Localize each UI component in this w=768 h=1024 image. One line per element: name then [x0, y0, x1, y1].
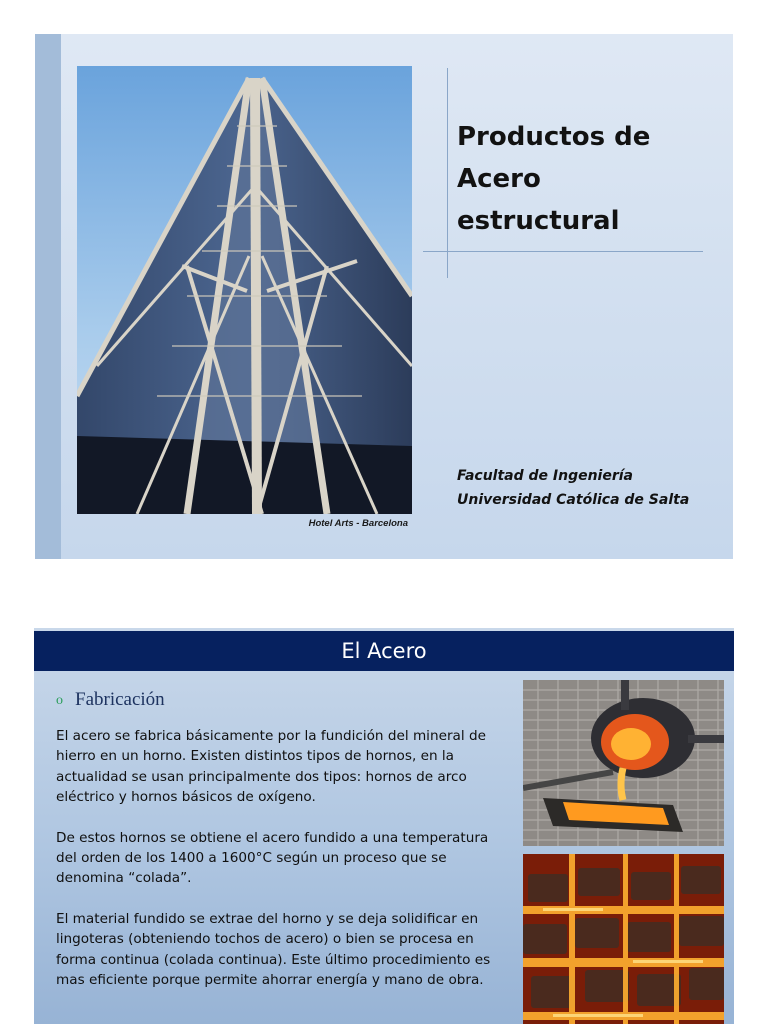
hot-billets-photo [523, 854, 724, 1024]
divider-vertical [447, 68, 448, 278]
title-line: Productos de [457, 122, 651, 152]
body-paragraph: De estos hornos se obtiene el acero fundido a una temperatura del orden de los 1400 a 1600°C según un proceso que se denomina “colada”. [56, 829, 489, 887]
content-slide [34, 628, 734, 1024]
photo-caption: Hotel Arts - Barcelona [308, 518, 408, 529]
ladle-pouring-photo [523, 680, 724, 846]
bullet-heading [56, 689, 165, 711]
hotel-arts-photo [77, 66, 412, 514]
faculty-name: Facultad de Ingeniería [457, 468, 633, 484]
divider-horizontal [423, 251, 703, 252]
body-paragraph: El material fundido se extrae del horno y se deja solidificar en lingoteras (obteniendo tochos de acero) o bien se procesa en forma continua (colada continua). Este último procedimiento es mas eficiente porque permite ahorrar energía y mano de obra. [56, 910, 491, 989]
title-line: estructural [457, 206, 620, 236]
body-paragraph: El acero se fabrica básicamente por la fundición del mineral de hierro en un horno. Existen distintos tipos de hornos, en la actualidad se usan principalmente dos tipos: hornos de arco eléctrico y hornos básicos de oxígeno. [56, 728, 486, 806]
slide-title [457, 116, 717, 242]
bullet-marker-icon: o [56, 693, 63, 708]
slide-header: El Acero [34, 631, 734, 671]
title-line: Acero [457, 164, 541, 194]
title-slide [35, 34, 733, 559]
affiliation [457, 464, 727, 512]
university-name: Universidad Católica de Salta [457, 492, 690, 508]
bullet-text: Fabricación [75, 689, 165, 710]
slide-accent-bar [35, 34, 61, 559]
slide-body [56, 726, 506, 1010]
